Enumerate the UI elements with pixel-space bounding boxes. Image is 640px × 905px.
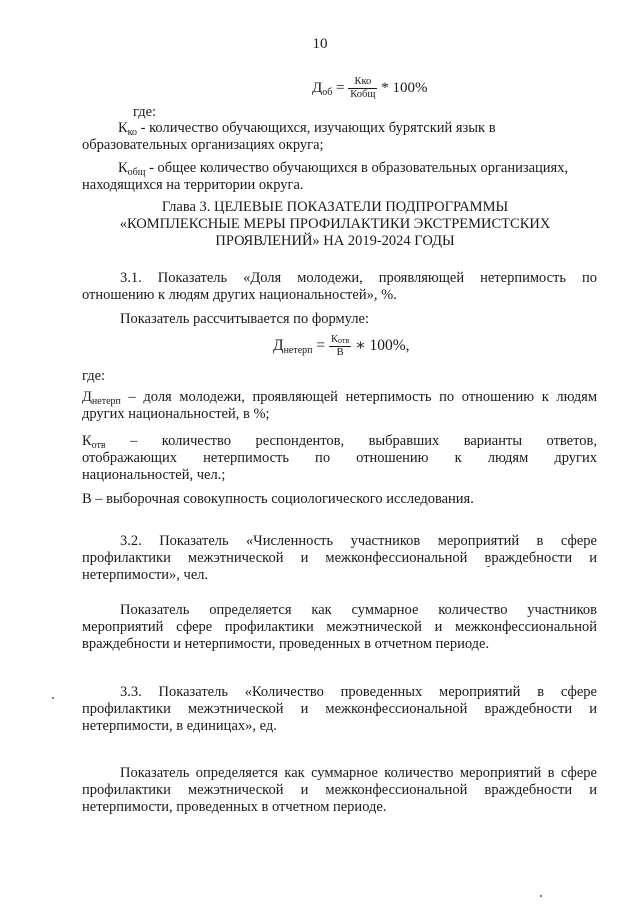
definition-kobsh-line2: находящихся на территории округа. [82,177,304,193]
formula2-denominator: В [336,347,344,358]
section-3-2-desc-line1: Показатель определяется как суммарное количество участников [120,602,597,618]
section-3-2-desc-line2: мероприятий сфере профилактики межэтнической и межконфессиональной [82,619,597,635]
where-label: где: [133,104,157,120]
calc-intro: Показатель рассчитывается по формуле: [120,311,369,327]
definition-kobsh: $К_{общ}$ - общее количество обучающихся в образовательных организациях, [118,160,569,178]
section-3-3-desc-line3: нетерпимости, проведенных в отчетном периоде. [82,799,387,815]
definition-kotv: $К_{отв}$ – количество респондентов, выбравших варианты ответов, [82,433,597,451]
formula2-lhs: Д [273,337,284,355]
chapter-heading-line2: «КОМПЛЕКСНЫЕ МЕРЫ ПРОФИЛАКТИКИ ЭКСТРЕМИСТСКИХ [119,216,551,232]
chapter-heading-line3: ПРОЯВЛЕНИЙ» НА 2019-2024 ГОДЫ [215,233,455,249]
definition-kotv-line2: отображающих нетерпимость по отношению к людям других [82,450,597,466]
section-3-3-line2: профилактики межэтнической и межконфессиональной враждебности и [82,701,597,717]
scan-speck [487,566,490,567]
section-3-1-line2: отношению к людям других национальностей», %. [82,287,397,303]
section-3-2-line3: нетерпимости», чел. [82,567,209,583]
definition-kotv-line3: национальностей, чел.; [82,467,226,483]
where-label-2: где: [82,368,106,384]
formula-tail: * 100% [381,79,428,96]
formula-coverage: $Д_{об}$ = $\frac{\text{Кко}}{\text{Кобщ}}$ * 100% [312,76,428,100]
definition-kko-line2: образовательных организациях округа; [82,137,324,153]
formula-fraction [348,76,377,101]
formula-intolerance: $Д_{нетерп}$ = $\frac{К_{отв}}{В}$ ∗ 100%, [273,334,410,358]
definition-b: В – выборочная совокупность социологического исследования. [82,491,474,507]
formula2-lhs-sub: нетерп [283,345,313,357]
section-3-3-desc-line2: профилактики межэтнической и межконфессиональной враждебности и [82,782,597,798]
formula2-fraction [329,334,351,359]
scan-speck [52,697,54,699]
page-number: 10 [312,36,328,52]
formula-lhs-sub: об [322,86,333,98]
formula2-numerator: $К_{отв}$ [331,334,350,345]
section-3-3-desc-line1: Показатель определяется как суммарное количество мероприятий в сфере [120,765,597,781]
chapter-heading-line1: Глава 3. ЦЕЛЕВЫЕ ПОКАЗАТЕЛИ ПОДПРОГРАММЫ [161,199,509,215]
section-3-2-line1: 3.2. Показатель «Численность участников мероприятий в сфере [120,533,597,549]
formula-denominator: Кобщ [350,89,376,100]
formula-numerator: Кко [348,76,377,89]
section-3-2-desc-line3: враждебности и нетерпимости, проведенных в отчетном периоде. [82,636,490,652]
formula-lhs: Д [312,79,323,96]
definition-kko: $К_{ко}$ - количество обучающихся, изучающих бурятский язык в [118,120,496,138]
section-3-3-line3: нетерпимости, в единицах», ед. [82,718,277,734]
definition-dneterp: $Д_{нетерп}$ – доля молодежи, проявляющей нетерпимость по отношению к людям [82,389,597,407]
definition-dneterp-line2: других национальностей, в %; [82,406,270,422]
section-3-3-line1: 3.3. Показатель «Количество проведенных мероприятий в сфере [120,684,597,700]
section-3-1-line1: 3.1. Показатель «Доля молодежи, проявляющей нетерпимость по [120,270,597,286]
formula2-tail: ∗ 100%, [355,337,410,355]
scan-speck [540,895,542,897]
section-3-2-line2: профилактики межэтнической и межконфессиональной враждебности и [82,550,597,566]
